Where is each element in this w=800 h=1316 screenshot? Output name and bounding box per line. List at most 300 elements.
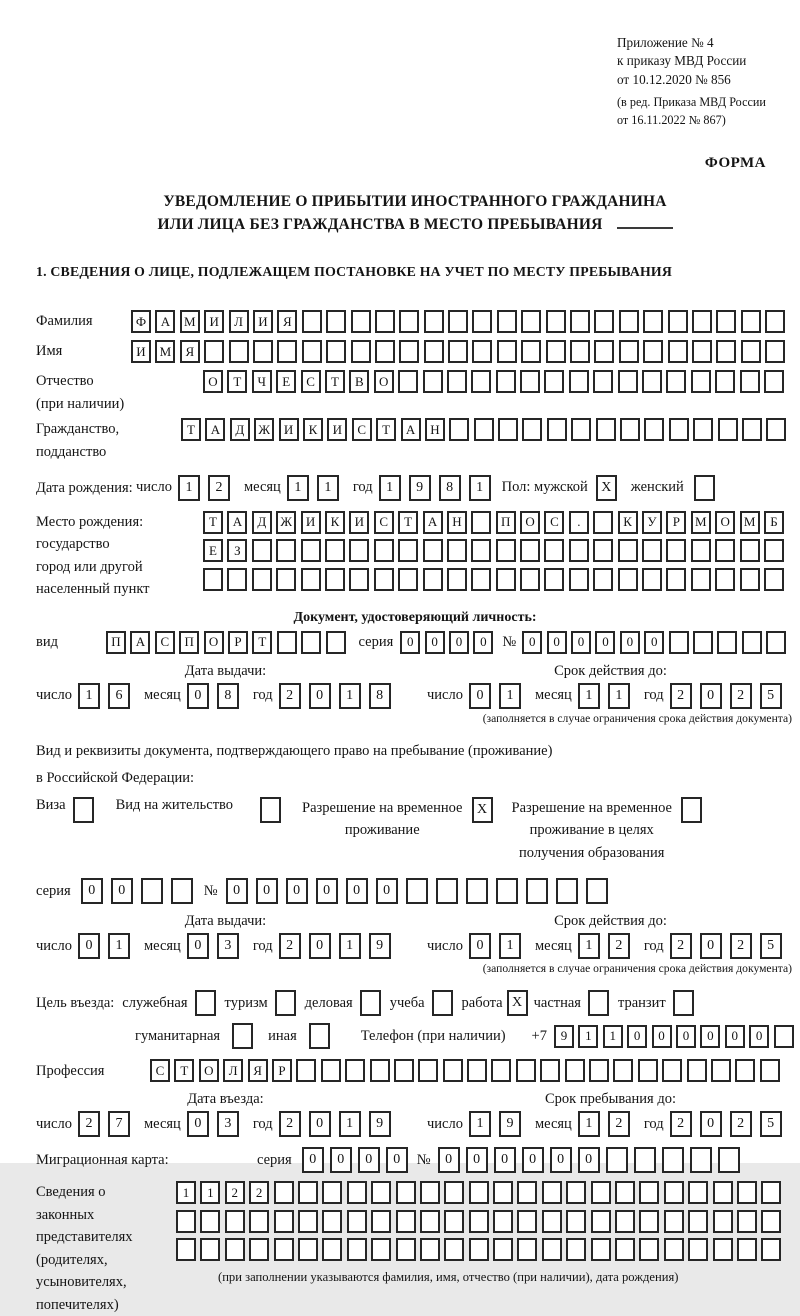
form-cell[interactable] (692, 340, 712, 363)
form-cell[interactable]: 1 (339, 933, 361, 959)
form-cell[interactable]: 0 (550, 1147, 572, 1173)
form-cell[interactable] (764, 539, 784, 562)
birth-year-cells[interactable] (379, 475, 491, 501)
form-cell[interactable]: Д (230, 418, 250, 441)
form-cell[interactable]: 0 (256, 878, 278, 904)
form-cell[interactable] (394, 1059, 414, 1082)
form-cell[interactable]: А (205, 418, 225, 441)
form-cell[interactable] (493, 1210, 513, 1233)
form-cell[interactable] (520, 370, 540, 393)
form-cell[interactable]: У (642, 511, 662, 534)
stay-year-cells[interactable] (670, 1111, 782, 1137)
form-cell[interactable] (371, 1181, 391, 1204)
form-cell[interactable] (471, 568, 491, 591)
form-cell[interactable] (669, 418, 689, 441)
form-cell[interactable]: Т (227, 370, 247, 393)
form-cell[interactable]: К (618, 511, 638, 534)
form-cell[interactable] (737, 1210, 757, 1233)
form-cell[interactable] (606, 1147, 628, 1173)
form-cell[interactable]: 1 (469, 1111, 491, 1137)
form-cell[interactable] (322, 1181, 342, 1204)
form-cell[interactable] (516, 1059, 536, 1082)
form-cell[interactable] (517, 1238, 537, 1261)
form-cell[interactable]: 8 (439, 475, 461, 501)
form-cell[interactable] (546, 340, 566, 363)
form-cell[interactable] (249, 1238, 269, 1261)
form-cell[interactable] (471, 511, 491, 534)
form-cell[interactable]: 8 (217, 683, 239, 709)
form-cell[interactable] (418, 1059, 438, 1082)
form-cell[interactable] (374, 568, 394, 591)
form-cell[interactable] (274, 1210, 294, 1233)
gender-male-checkbox[interactable]: X (596, 475, 617, 501)
form-cell[interactable] (447, 539, 467, 562)
doc-number-cells[interactable] (522, 631, 786, 654)
form-cell[interactable]: 0 (469, 933, 491, 959)
form-cell[interactable] (691, 539, 711, 562)
form-cell[interactable] (716, 310, 736, 333)
form-cell[interactable] (713, 1210, 733, 1233)
form-cell[interactable] (448, 310, 468, 333)
form-cell[interactable]: О (715, 511, 735, 534)
form-cell[interactable]: Н (425, 418, 445, 441)
form-cell[interactable] (375, 340, 395, 363)
form-cell[interactable]: А (423, 511, 443, 534)
form-cell[interactable] (349, 539, 369, 562)
form-cell[interactable] (326, 310, 346, 333)
form-cell[interactable] (322, 1238, 342, 1261)
form-cell[interactable] (542, 1238, 562, 1261)
form-cell[interactable] (277, 340, 297, 363)
birth-month-cells[interactable] (287, 475, 339, 501)
form-cell[interactable]: 2 (670, 1111, 692, 1137)
form-cell[interactable] (639, 1210, 659, 1233)
form-cell[interactable]: 0 (700, 683, 722, 709)
form-cell[interactable] (203, 568, 223, 591)
form-cell[interactable] (204, 340, 224, 363)
form-cell[interactable] (615, 1238, 635, 1261)
form-cell[interactable]: 1 (578, 683, 600, 709)
form-cell[interactable] (716, 340, 736, 363)
form-cell[interactable]: 0 (522, 1147, 544, 1173)
form-cell[interactable] (253, 340, 273, 363)
form-cell[interactable] (542, 1210, 562, 1233)
form-cell[interactable]: Р (272, 1059, 292, 1082)
form-cell[interactable]: М (155, 340, 175, 363)
form-cell[interactable]: 1 (469, 475, 491, 501)
form-cell[interactable] (569, 539, 589, 562)
form-cell[interactable] (326, 631, 346, 654)
form-cell[interactable]: 2 (225, 1181, 245, 1204)
residence-series-cells[interactable] (81, 878, 193, 904)
representatives-cells-row2[interactable] (176, 1210, 781, 1233)
form-cell[interactable] (618, 539, 638, 562)
residence-expiry-year-cells[interactable] (670, 933, 782, 959)
form-cell[interactable] (375, 310, 395, 333)
form-cell[interactable] (467, 1059, 487, 1082)
form-cell[interactable]: 0 (700, 1025, 720, 1048)
form-cell[interactable] (443, 1059, 463, 1082)
form-cell[interactable] (472, 310, 492, 333)
purpose-work-checkbox[interactable]: X (507, 990, 528, 1016)
form-cell[interactable]: Ч (252, 370, 272, 393)
form-cell[interactable] (546, 310, 566, 333)
purpose-business-checkbox[interactable] (195, 990, 216, 1016)
residence-expiry-month-cells[interactable] (578, 933, 630, 959)
form-cell[interactable] (249, 1210, 269, 1233)
form-cell[interactable]: Т (174, 1059, 194, 1082)
form-cell[interactable] (423, 539, 443, 562)
form-cell[interactable]: 0 (309, 933, 331, 959)
form-cell[interactable]: Ж (254, 418, 274, 441)
form-cell[interactable] (277, 631, 297, 654)
form-cell[interactable] (496, 539, 516, 562)
form-cell[interactable]: 0 (111, 878, 133, 904)
form-cell[interactable]: 2 (279, 683, 301, 709)
form-cell[interactable]: 1 (608, 683, 630, 709)
form-cell[interactable]: 0 (78, 933, 100, 959)
form-cell[interactable]: 2 (279, 1111, 301, 1137)
form-cell[interactable] (225, 1238, 245, 1261)
form-cell[interactable] (692, 310, 712, 333)
form-cell[interactable] (664, 1181, 684, 1204)
form-cell[interactable]: Е (203, 539, 223, 562)
form-cell[interactable]: Я (248, 1059, 268, 1082)
form-cell[interactable]: 0 (595, 631, 615, 654)
form-cell[interactable] (688, 1210, 708, 1233)
form-cell[interactable] (424, 340, 444, 363)
form-cell[interactable]: 1 (578, 1025, 598, 1048)
form-cell[interactable] (542, 1181, 562, 1204)
form-cell[interactable] (556, 878, 578, 904)
form-cell[interactable] (693, 631, 713, 654)
form-cell[interactable] (496, 878, 518, 904)
temp-residence-edu-checkbox[interactable] (681, 797, 702, 823)
form-cell[interactable]: Т (398, 511, 418, 534)
name-cells[interactable] (131, 340, 785, 363)
form-cell[interactable] (591, 1181, 611, 1204)
form-cell[interactable]: 0 (627, 1025, 647, 1048)
form-cell[interactable] (619, 310, 639, 333)
form-cell[interactable]: Ж (276, 511, 296, 534)
form-cell[interactable] (669, 631, 689, 654)
form-cell[interactable]: 2 (730, 933, 752, 959)
form-cell[interactable]: К (325, 511, 345, 534)
form-cell[interactable] (469, 1238, 489, 1261)
form-cell[interactable] (666, 370, 686, 393)
form-cell[interactable]: 1 (603, 1025, 623, 1048)
form-cell[interactable]: 0 (725, 1025, 745, 1048)
form-cell[interactable] (448, 340, 468, 363)
form-cell[interactable] (713, 1238, 733, 1261)
form-cell[interactable]: . (569, 511, 589, 534)
form-cell[interactable]: 2 (208, 475, 230, 501)
form-cell[interactable]: 9 (409, 475, 431, 501)
form-cell[interactable]: 2 (279, 933, 301, 959)
form-cell[interactable]: А (130, 631, 150, 654)
form-cell[interactable] (735, 1059, 755, 1082)
form-cell[interactable] (276, 539, 296, 562)
form-cell[interactable] (565, 1059, 585, 1082)
form-cell[interactable] (715, 370, 735, 393)
identity-expiry-month-cells[interactable] (578, 683, 630, 709)
form-cell[interactable] (544, 370, 564, 393)
form-cell[interactable] (176, 1238, 196, 1261)
form-cell[interactable]: И (253, 310, 273, 333)
form-cell[interactable] (517, 1210, 537, 1233)
form-cell[interactable] (596, 418, 616, 441)
form-cell[interactable] (496, 370, 516, 393)
surname-cells[interactable] (131, 310, 785, 333)
representatives-cells-row1[interactable] (176, 1181, 781, 1204)
form-cell[interactable] (737, 1181, 757, 1204)
form-cell[interactable] (274, 1181, 294, 1204)
form-cell[interactable]: 1 (178, 475, 200, 501)
form-cell[interactable] (302, 310, 322, 333)
form-cell[interactable]: И (349, 511, 369, 534)
form-cell[interactable]: О (204, 631, 224, 654)
form-cell[interactable]: 0 (330, 1147, 352, 1173)
form-cell[interactable]: А (155, 310, 175, 333)
form-cell[interactable] (424, 310, 444, 333)
form-cell[interactable] (200, 1238, 220, 1261)
form-cell[interactable]: 0 (644, 631, 664, 654)
form-cell[interactable]: 5 (760, 683, 782, 709)
form-cell[interactable] (668, 310, 688, 333)
form-cell[interactable] (766, 631, 786, 654)
form-cell[interactable]: 0 (286, 878, 308, 904)
form-cell[interactable]: 5 (760, 933, 782, 959)
form-cell[interactable]: 9 (554, 1025, 574, 1048)
form-cell[interactable] (252, 539, 272, 562)
form-cell[interactable]: 0 (226, 878, 248, 904)
form-cell[interactable] (662, 1147, 684, 1173)
form-cell[interactable]: 0 (425, 631, 445, 654)
form-cell[interactable] (466, 878, 488, 904)
form-cell[interactable] (396, 1210, 416, 1233)
form-cell[interactable] (374, 539, 394, 562)
citizenship-cells[interactable] (181, 418, 786, 441)
form-cell[interactable]: 0 (494, 1147, 516, 1173)
form-cell[interactable]: Т (325, 370, 345, 393)
form-cell[interactable]: 1 (499, 933, 521, 959)
form-cell[interactable]: Ф (131, 310, 151, 333)
form-cell[interactable] (589, 1059, 609, 1082)
form-cell[interactable] (740, 568, 760, 591)
form-cell[interactable] (227, 568, 247, 591)
form-cell[interactable]: Л (223, 1059, 243, 1082)
form-cell[interactable] (396, 1238, 416, 1261)
form-cell[interactable] (301, 539, 321, 562)
form-cell[interactable]: 0 (749, 1025, 769, 1048)
form-cell[interactable] (591, 1238, 611, 1261)
identity-issue-year-cells[interactable] (279, 683, 391, 709)
form-cell[interactable]: 0 (438, 1147, 460, 1173)
purpose-humanitarian-checkbox[interactable] (232, 1023, 253, 1049)
form-cell[interactable] (398, 370, 418, 393)
form-cell[interactable]: 0 (620, 631, 640, 654)
form-cell[interactable] (593, 568, 613, 591)
purpose-private-checkbox[interactable] (588, 990, 609, 1016)
form-cell[interactable] (252, 568, 272, 591)
form-cell[interactable] (643, 340, 663, 363)
form-cell[interactable] (420, 1238, 440, 1261)
form-cell[interactable] (570, 310, 590, 333)
profession-cells[interactable] (150, 1059, 780, 1082)
stay-month-cells[interactable] (578, 1111, 630, 1137)
form-cell[interactable]: 0 (676, 1025, 696, 1048)
form-cell[interactable] (639, 1181, 659, 1204)
form-cell[interactable]: 2 (608, 1111, 630, 1137)
form-cell[interactable]: 0 (187, 1111, 209, 1137)
residence-number-cells[interactable] (226, 878, 608, 904)
form-cell[interactable]: 1 (108, 933, 130, 959)
form-cell[interactable]: И (131, 340, 151, 363)
form-cell[interactable] (620, 418, 640, 441)
form-cell[interactable] (497, 310, 517, 333)
form-cell[interactable] (668, 340, 688, 363)
form-cell[interactable] (141, 878, 163, 904)
identity-issue-day-cells[interactable] (78, 683, 130, 709)
form-cell[interactable] (447, 568, 467, 591)
form-cell[interactable]: 0 (571, 631, 591, 654)
form-cell[interactable]: С (374, 511, 394, 534)
form-cell[interactable]: 2 (249, 1181, 269, 1204)
form-cell[interactable] (691, 568, 711, 591)
form-cell[interactable] (522, 418, 542, 441)
form-cell[interactable]: 1 (578, 1111, 600, 1137)
form-cell[interactable]: Т (376, 418, 396, 441)
form-cell[interactable] (760, 1059, 780, 1082)
form-cell[interactable]: 0 (346, 878, 368, 904)
form-cell[interactable] (351, 310, 371, 333)
form-cell[interactable]: 1 (78, 683, 100, 709)
form-cell[interactable]: 1 (339, 683, 361, 709)
form-cell[interactable] (396, 1181, 416, 1204)
birth-place-cells-row3[interactable] (203, 568, 784, 591)
form-cell[interactable] (715, 568, 735, 591)
form-cell[interactable] (618, 568, 638, 591)
form-cell[interactable] (298, 1238, 318, 1261)
form-cell[interactable] (325, 539, 345, 562)
form-cell[interactable] (444, 1210, 464, 1233)
form-cell[interactable] (642, 539, 662, 562)
form-cell[interactable] (761, 1181, 781, 1204)
form-cell[interactable]: Я (277, 310, 297, 333)
birth-day-cells[interactable] (178, 475, 230, 501)
form-cell[interactable] (398, 568, 418, 591)
form-cell[interactable] (643, 310, 663, 333)
form-cell[interactable] (399, 310, 419, 333)
doc-kind-cells[interactable] (106, 631, 346, 654)
form-cell[interactable]: С (301, 370, 321, 393)
form-cell[interactable] (406, 878, 428, 904)
form-cell[interactable] (420, 1210, 440, 1233)
residence-expiry-day-cells[interactable] (469, 933, 521, 959)
form-cell[interactable] (493, 1181, 513, 1204)
form-cell[interactable]: 0 (302, 1147, 324, 1173)
form-cell[interactable] (688, 1238, 708, 1261)
form-cell[interactable] (469, 1181, 489, 1204)
visa-checkbox[interactable] (73, 797, 94, 823)
representatives-cells-row3[interactable] (176, 1238, 781, 1261)
form-cell[interactable]: 2 (730, 1111, 752, 1137)
doc-series-cells[interactable] (400, 631, 493, 654)
form-cell[interactable] (711, 1059, 731, 1082)
form-cell[interactable] (742, 418, 762, 441)
form-cell[interactable] (687, 1059, 707, 1082)
form-cell[interactable] (521, 310, 541, 333)
form-cell[interactable]: О (520, 511, 540, 534)
form-cell[interactable] (593, 511, 613, 534)
migration-series-cells[interactable] (302, 1147, 408, 1173)
form-cell[interactable]: А (401, 418, 421, 441)
form-cell[interactable]: Д (252, 511, 272, 534)
form-cell[interactable] (615, 1210, 635, 1233)
form-cell[interactable]: 7 (108, 1111, 130, 1137)
form-cell[interactable] (274, 1238, 294, 1261)
form-cell[interactable] (449, 418, 469, 441)
form-cell[interactable] (593, 370, 613, 393)
form-cell[interactable] (566, 1210, 586, 1233)
form-cell[interactable]: С (544, 511, 564, 534)
form-cell[interactable] (717, 631, 737, 654)
form-cell[interactable]: П (496, 511, 516, 534)
form-cell[interactable]: 8 (369, 683, 391, 709)
form-cell[interactable]: Р (228, 631, 248, 654)
form-cell[interactable]: 0 (547, 631, 567, 654)
form-cell[interactable]: 1 (499, 683, 521, 709)
birth-place-cells-row2[interactable] (203, 539, 784, 562)
form-cell[interactable] (471, 370, 491, 393)
form-cell[interactable] (569, 370, 589, 393)
purpose-other-checkbox[interactable] (309, 1023, 330, 1049)
form-cell[interactable] (715, 539, 735, 562)
form-cell[interactable] (642, 568, 662, 591)
form-cell[interactable]: В (349, 370, 369, 393)
form-cell[interactable] (349, 568, 369, 591)
form-cell[interactable] (569, 568, 589, 591)
form-cell[interactable]: 0 (309, 1111, 331, 1137)
purpose-study-checkbox[interactable] (432, 990, 453, 1016)
form-cell[interactable]: 0 (358, 1147, 380, 1173)
form-cell[interactable]: И (301, 511, 321, 534)
migration-number-cells[interactable] (438, 1147, 740, 1173)
form-cell[interactable]: Т (181, 418, 201, 441)
form-cell[interactable]: 0 (578, 1147, 600, 1173)
form-cell[interactable] (737, 1238, 757, 1261)
form-cell[interactable] (547, 418, 567, 441)
form-cell[interactable] (740, 370, 760, 393)
form-cell[interactable] (690, 1147, 712, 1173)
form-cell[interactable] (586, 878, 608, 904)
form-cell[interactable] (526, 878, 548, 904)
form-cell[interactable] (766, 418, 786, 441)
form-cell[interactable]: 9 (369, 1111, 391, 1137)
purpose-tourism-checkbox[interactable] (275, 990, 296, 1016)
form-cell[interactable] (765, 340, 785, 363)
form-cell[interactable]: 0 (469, 683, 491, 709)
form-cell[interactable]: И (327, 418, 347, 441)
form-cell[interactable] (444, 1181, 464, 1204)
form-cell[interactable]: 0 (187, 683, 209, 709)
form-cell[interactable] (634, 1147, 656, 1173)
form-cell[interactable] (764, 568, 784, 591)
form-cell[interactable] (498, 418, 518, 441)
entry-year-cells[interactable] (279, 1111, 391, 1137)
form-cell[interactable]: Л (229, 310, 249, 333)
form-cell[interactable] (691, 370, 711, 393)
